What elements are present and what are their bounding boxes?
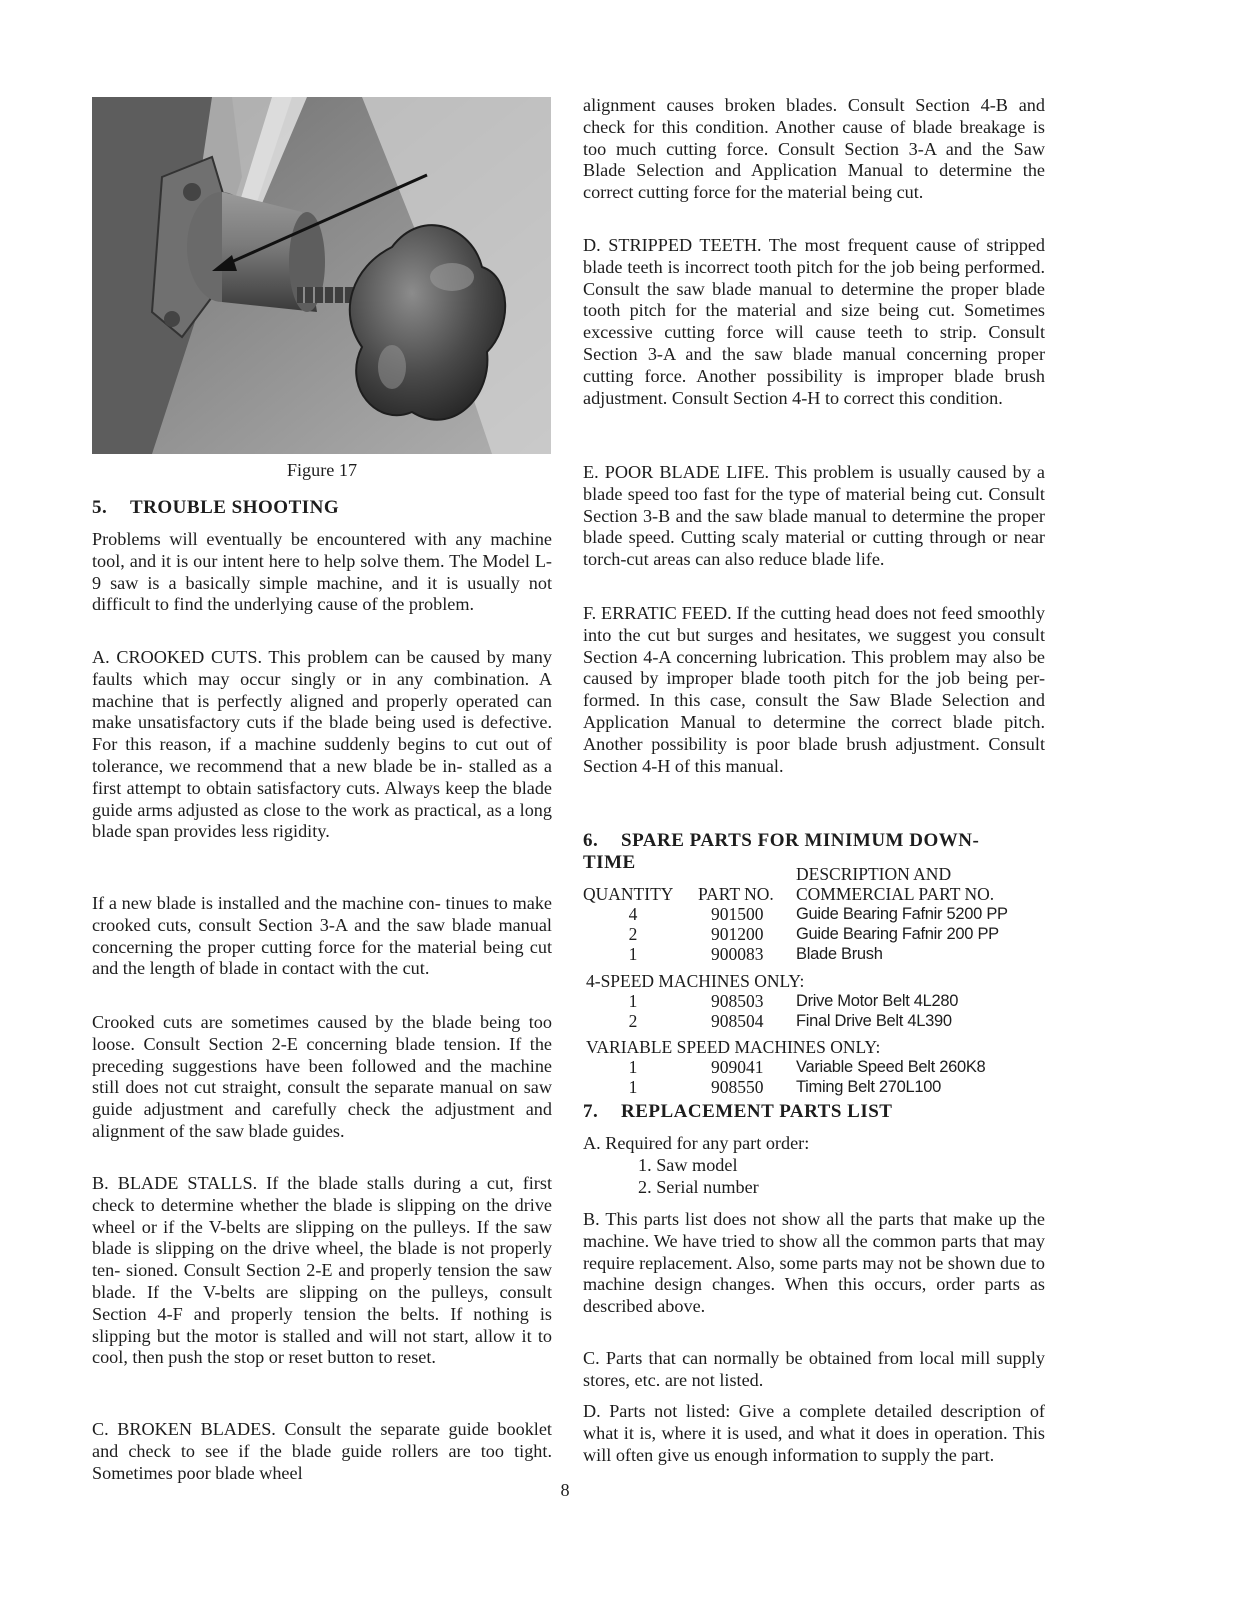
crooked-cuts-paragraph: A. CROOKED CUTS. This problem can be caused by many faults which may occur singly or in any combination. A machine that is perfectly aligned and properly operated can make unsatisfactory cuts if the blade being used is defective. For this reason, if a machine suddenly begins to cut out of tolerance, we recommend that a new blade be in- stalled as a first attempt to obtain satisfactory cuts. Always keep the blade guide arms adjusted as close to the work as practical, as a long blade span provides less rigidity. [92, 647, 552, 842]
row-description: Final Drive Belt 4L390 [796, 1012, 952, 1030]
row-quantity: 1 [628, 991, 638, 1011]
broken-blades-continued: alignment causes broken blades. Consult Section 4-B and check for this condition. Another cause of blade breakage is too much cutting force. Consult Section 3-A and the Saw Blade Selection and Application Manual to determine the correct cutting force for the material being cut. [583, 95, 1045, 203]
figure-17-photo [92, 97, 551, 454]
required-for-order-label: A. Required for any part order: [583, 1133, 810, 1153]
list-item-serial-number: 2. Serial number [638, 1177, 759, 1197]
section-6-heading [583, 830, 1045, 852]
table-row [583, 991, 1045, 1011]
row-quantity: 1 [628, 1057, 638, 1077]
table-row [583, 1011, 1045, 1031]
row-part-no: 900083 [711, 944, 764, 964]
table-row [583, 904, 1045, 924]
row-quantity: 1 [628, 944, 638, 964]
page-number: 8 [560, 1480, 570, 1500]
table-row [583, 944, 1045, 964]
section-7-number: 7. [583, 1101, 599, 1122]
table-row [583, 924, 1045, 944]
section-6-number: 6. [583, 830, 599, 851]
row-description: Blade Brush [796, 945, 883, 963]
group-label-variable-speed: VARIABLE SPEED MACHINES ONLY: [586, 1037, 881, 1057]
parts-list-note-d: D. Parts not listed: Give a complete detailed description of what it is, where it is used, and what it does in operation. This will often give us enough information to supply the part. [583, 1401, 1045, 1465]
section-7-title: REPLACEMENT PARTS LIST [621, 1101, 893, 1122]
loose-blade-paragraph: Crooked cuts are sometimes caused by the blade being too loose. Consult Section 2-E concerning blade tension. If the preceding suggestions have been followed and the machine still does not cut straight, consult the separate manual on saw guide adjustment and carefully check the adjustment and alignment of the saw blade guides. [92, 1012, 552, 1141]
broken-blades-paragraph: C. BROKEN BLADES. Consult the separate guide booklet and check to see if the blade guide rollers are too tight. Sometimes poor blade wheel [92, 1419, 552, 1483]
new-blade-paragraph: If a new blade is installed and the machine con- tinues to make crooked cuts, consult Section 3-A and the saw blade manual concerning the proper cutting force for the material being cut and the length of blade in contact with the cut. [92, 893, 552, 979]
figure-caption: Figure 17 [286, 460, 358, 480]
section-5-title: TROUBLE SHOOTING [130, 497, 340, 518]
col-header-description: DESCRIPTION AND [796, 864, 952, 884]
section-6-title-line2: TIME [583, 852, 636, 873]
section-5-intro: Problems will eventually be encountered with any machine tool, and it is our intent here to help solve them. The Model L-9 saw is a basically simple machine, and it is usually not difficult to find the underlying cause of the problem. [92, 529, 552, 615]
row-description: Drive Motor Belt 4L280 [796, 992, 959, 1010]
list-item-saw-model: 1. Saw model [638, 1155, 738, 1175]
erratic-feed-paragraph: F. ERRATIC FEED. If the cutting head does not feed smoothly into the cut but surges and hesitates, we suggest you consult Section 4-A concerning lubrication. This problem may also be caused by improper blade tooth pitch for the job being per- formed. In this case, consult the Saw Blade Selection and Application Manual to determine the correct blade pitch. Another possibility is poor blade brush adjustment. Consult Section 4-H of this manual. [583, 603, 1045, 776]
row-part-no: 901500 [711, 904, 764, 924]
blade-stalls-paragraph: B. BLADE STALLS. If the blade stalls during a cut, first check to determine whether the blade is slipping on the drive wheel or if the V-belts are slipping on the pulleys. If the saw blade is slipping on the drive wheel, the blade is not properly ten- sioned. Consult Section 2-E and properly tension the saw blade. If the V-belts are slipping on the pulleys, consult Section 4-F and properly tension the belts. If nothing is slipping but the motor is stalled and will not start, allow it to cool, then push the stop or reset button to reset. [92, 1173, 552, 1368]
col-header-commercial-part-no: COMMERCIAL PART NO. [796, 884, 995, 904]
row-part-no: 908503 [711, 991, 764, 1011]
table-row [583, 1057, 1045, 1077]
group-label-4-speed: 4-SPEED MACHINES ONLY: [586, 971, 805, 991]
col-header-quantity: QUANTITY [583, 884, 674, 904]
section-7-heading [583, 1101, 1045, 1123]
parts-list-note-c: C. Parts that can normally be obtained from local mill supply stores, etc. are not listed. [583, 1348, 1045, 1390]
row-description: Guide Bearing Fafnir 200 PP [796, 925, 999, 943]
row-part-no: 908550 [711, 1077, 764, 1097]
col-header-part-no: PART NO. [698, 884, 774, 904]
parts-list-note-b: B. This parts list does not show all the parts that make up the machine. We have tried to show all the common parts that may require replacement. Also, some parts may not be shown due to machine design changes. When this occurs, order parts as described above. [583, 1209, 1045, 1317]
row-part-no: 908504 [711, 1011, 764, 1031]
row-quantity: 4 [628, 904, 638, 924]
blade-tension-knob-image [92, 97, 551, 454]
row-quantity: 2 [628, 924, 638, 944]
row-description: Timing Belt 270L100 [796, 1078, 942, 1096]
row-description: Variable Speed Belt 260K8 [796, 1058, 986, 1076]
table-row [583, 1077, 1045, 1097]
row-description: Guide Bearing Fafnir 5200 PP [796, 905, 1008, 923]
row-part-no: 909041 [711, 1057, 764, 1077]
poor-blade-life-paragraph: E. POOR BLADE LIFE. This problem is usually caused by a blade speed too fast for the type of material being cut. Consult Section 3-B and the saw blade manual to determine the proper blade speed. Cutting scaly material or cutting through or near torch-cut areas can also reduce blade life. [583, 462, 1045, 570]
row-part-no: 901200 [711, 924, 764, 944]
section-5-heading [92, 497, 552, 519]
section-5-number: 5. [92, 497, 108, 518]
section-6-title-line1: SPARE PARTS FOR MINIMUM DOWN- [621, 830, 980, 851]
row-quantity: 2 [628, 1011, 638, 1031]
stripped-teeth-paragraph: D. STRIPPED TEETH. The most frequent cause of stripped blade teeth is incorrect tooth pitch for the job being performed. Consult the saw blade manual to determine the proper blade tooth pitch for the material and size being cut. Sometimes excessive cutting force will cause teeth to strip. Consult Section 3-A and the saw blade manual concerning proper cutting force. Another possibility is improper blade brush adjustment. Consult Section 4-H to correct this condition. [583, 235, 1045, 408]
row-quantity: 1 [628, 1077, 638, 1097]
